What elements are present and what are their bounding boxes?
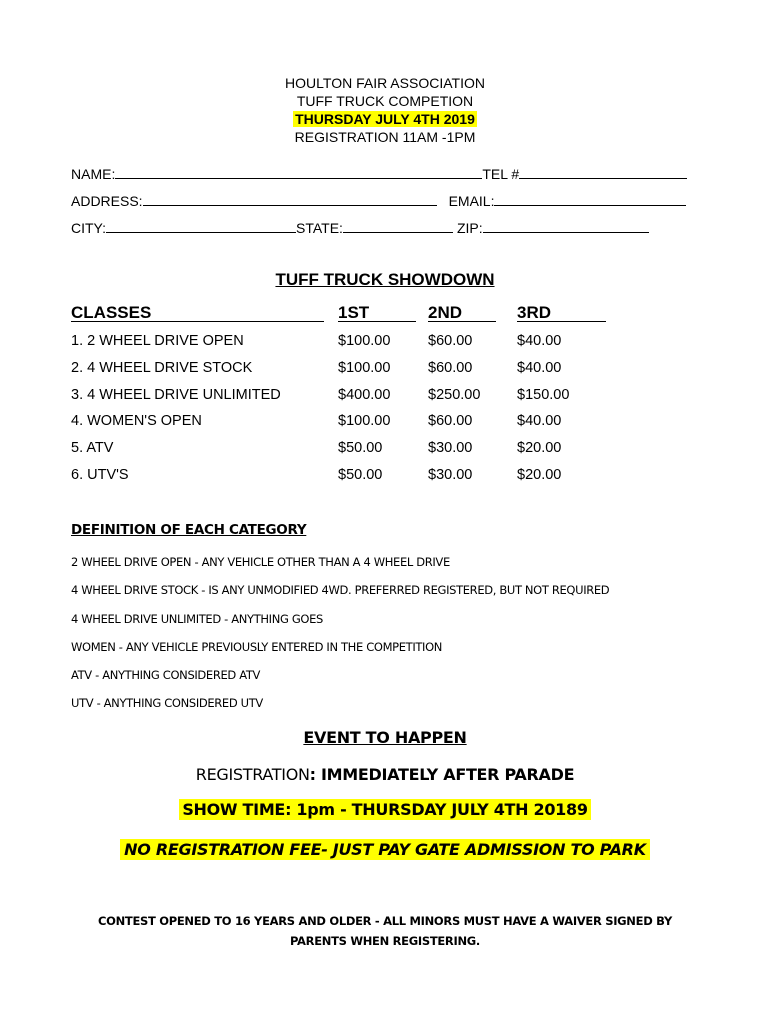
class-5-first: $50.00 (338, 440, 383, 456)
event-registration-label: REGISTRATION (195, 765, 310, 784)
city-label: CITY: (71, 220, 107, 236)
col-header-3rd: 3RD (517, 303, 606, 322)
name-label: NAME: (71, 166, 116, 182)
definition-2wd-open: 2 WHEEL DRIVE OPEN - ANY VEHICLE OTHER THAN A 4 WHEEL DRIVE (71, 555, 450, 569)
state-label: STATE: (296, 220, 343, 236)
definition-women: WOMEN - ANY VEHICLE PREVIOUSLY ENTERED IN THE COMPETITION (71, 640, 443, 654)
class-4-first: $100.00 (338, 413, 391, 429)
col-header-classes: CLASSES (71, 303, 324, 322)
zip-field[interactable] (483, 219, 649, 233)
class-5-second: $30.00 (428, 440, 473, 456)
class-2-name: 2. 4 WHEEL DRIVE STOCK (71, 360, 253, 376)
class-2-second: $60.00 (428, 360, 473, 376)
header-date-text: THURSDAY JULY 4TH 2019 (295, 111, 475, 127)
class-2-first: $100.00 (338, 360, 391, 376)
class-2-third: $40.00 (517, 360, 562, 376)
event-show-time-text: SHOW TIME: 1pm - THURSDAY JULY 4TH 20189 (179, 799, 590, 820)
showdown-title-text: TUFF TRUCK SHOWDOWN (275, 270, 495, 289)
class-6-third: $20.00 (517, 467, 562, 483)
definitions-heading: DEFINITION OF EACH CATEGORY (71, 522, 307, 538)
class-3-second: $250.00 (428, 387, 481, 403)
event-heading (0, 728, 770, 747)
definition-4wd-unlimited: 4 WHEEL DRIVE UNLIMITED - ANYTHING GOES (71, 612, 323, 626)
class-4-name: 4. WOMEN'S OPEN (71, 413, 202, 429)
class-6-name: 6. UTV'S (71, 467, 129, 483)
tel-field[interactable] (519, 165, 687, 179)
state-field[interactable] (343, 219, 453, 233)
header-registration-time: REGISTRATION 11AM -1PM (294, 129, 476, 145)
event-registration-value: : IMMEDIATELY AFTER PARADE (309, 765, 575, 784)
class-3-first: $400.00 (338, 387, 391, 403)
definition-utv: UTV - ANYTHING CONSIDERED UTV (71, 696, 263, 710)
contest-notice-line2: PARENTS WHEN REGISTERING. (289, 934, 480, 948)
contest-notice-line1: CONTEST OPENED TO 16 YEARS AND OLDER - ALL MINORS MUST HAVE A WAIVER SIGNED BY (97, 914, 673, 928)
tel-label: TEL # (482, 166, 520, 182)
address-row (71, 192, 686, 210)
class-5-third: $20.00 (517, 440, 562, 456)
email-field[interactable] (494, 192, 686, 206)
name-row (71, 165, 687, 183)
col-header-1st: 1ST (338, 303, 416, 322)
header-date (0, 110, 770, 128)
name-field[interactable] (115, 165, 482, 179)
class-1-second: $60.00 (428, 333, 473, 349)
header-association: HOULTON FAIR ASSOCIATION (285, 75, 485, 91)
city-field[interactable] (106, 219, 296, 233)
event-fee-notice-text: NO REGISTRATION FEE- JUST PAY GATE ADMISSION TO PARK (120, 839, 650, 860)
class-4-second: $60.00 (428, 413, 473, 429)
event-heading-text: EVENT TO HAPPEN (303, 728, 467, 747)
definition-atv: ATV - ANYTHING CONSIDERED ATV (71, 668, 261, 682)
event-fee-notice (0, 840, 770, 859)
event-show-time (0, 800, 770, 819)
class-5-name: 5. ATV (71, 440, 114, 456)
showdown-title (0, 270, 770, 290)
email-label: EMAIL: (448, 193, 495, 209)
city-row (71, 219, 649, 237)
address-field[interactable] (143, 192, 437, 206)
class-6-second: $30.00 (428, 467, 473, 483)
class-3-name: 3. 4 WHEEL DRIVE UNLIMITED (71, 387, 281, 403)
definition-4wd-stock: 4 WHEEL DRIVE STOCK - IS ANY UNMODIFIED 4WD. PREFERRED REGISTERED, BUT NOT REQUIRED (71, 583, 610, 597)
class-1-name: 1. 2 WHEEL DRIVE OPEN (71, 333, 244, 349)
zip-label: ZIP: (456, 220, 483, 236)
event-registration (0, 765, 770, 784)
header-competition: TUFF TRUCK COMPETION (296, 93, 474, 109)
class-1-first: $100.00 (338, 333, 391, 349)
col-header-2nd: 2ND (428, 303, 496, 322)
class-1-third: $40.00 (517, 333, 562, 349)
address-label: ADDRESS: (71, 193, 143, 209)
class-6-first: $50.00 (338, 467, 383, 483)
class-4-third: $40.00 (517, 413, 562, 429)
class-3-third: $150.00 (517, 387, 570, 403)
